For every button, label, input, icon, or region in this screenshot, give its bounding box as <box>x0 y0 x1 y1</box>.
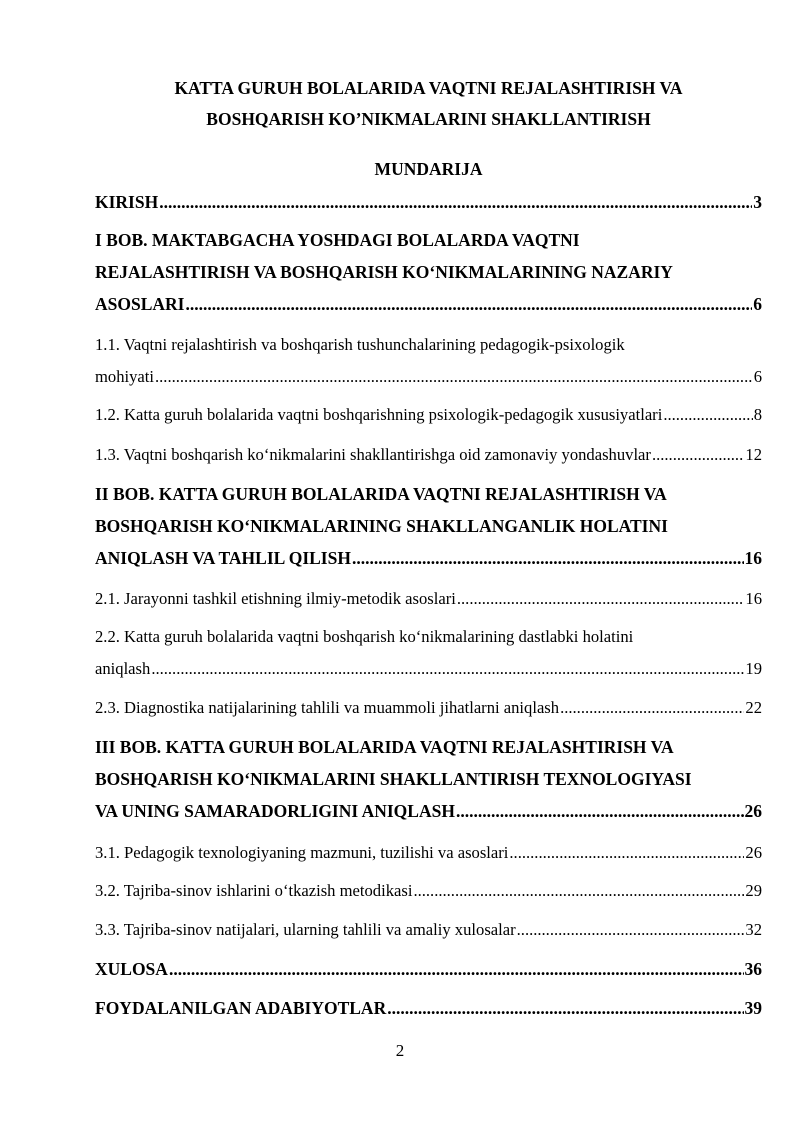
toc-entry-label: REJALASHTIRISH VA BOSHQARISH KO‘NIKMALARINING NAZARIY <box>95 262 673 282</box>
toc-entry-label: mohiyati <box>95 367 154 386</box>
toc-page-number: 16 <box>745 589 762 608</box>
toc-chapter-3-line-3[interactable] <box>95 803 762 821</box>
toc-page-number: 3 <box>753 192 762 212</box>
toc-chapter-1-line-1[interactable] <box>95 232 762 250</box>
toc-chapter-2-line-2[interactable] <box>95 518 762 536</box>
toc-entry-kirish[interactable] <box>95 194 762 212</box>
page-number: 2 <box>395 1041 405 1060</box>
toc-chapter-3-line-2[interactable] <box>95 771 762 789</box>
toc-chapter-2-line-3[interactable] <box>95 550 762 568</box>
toc-page-number: 6 <box>753 294 762 314</box>
toc-page-number: 29 <box>745 881 762 900</box>
toc-entry-label: 1.3. Vaqtni boshqarish ko‘nikmalarini shakllantirishga oid zamonaviy yondashuvlar <box>95 445 651 464</box>
toc-entry-label: 2.3. Diagnostika natijalarining tahlili va muammoli jihatlarni aniqlash <box>95 698 560 717</box>
toc-entry-label: 2.1. Jarayonni tashkil etishning ilmiy-metodik asoslari <box>95 589 456 608</box>
toc-entry-label: VA UNING SAMARADORLIGINI ANIQLASH <box>95 801 455 821</box>
toc-entry-label: 3.2. Tajriba-sinov ishlarini o‘tkazish metodikasi <box>95 881 413 900</box>
toc-section-1-1-line-2[interactable] <box>95 369 762 386</box>
toc-leader-dots <box>169 961 744 979</box>
toc-chapter-1-line-2[interactable] <box>95 264 762 282</box>
toc-page-number: 32 <box>745 920 762 939</box>
toc-section-1-2[interactable] <box>95 407 762 424</box>
document-title-line-2: BOSHQARISH KO’NIKMALARINI SHAKLLANTIRISH <box>206 109 651 129</box>
toc-leader-dots <box>413 883 744 900</box>
toc-entry-label: XULOSA <box>95 959 168 979</box>
toc-entry-label: ASOSLARI <box>95 294 185 314</box>
toc-leader-dots <box>457 591 745 608</box>
toc-page-number: 36 <box>744 959 762 979</box>
toc-leader-dots <box>185 296 752 314</box>
toc-chapter-1-line-3[interactable] <box>95 296 762 314</box>
toc-leader-dots <box>159 194 752 212</box>
toc-entry-label: I BOB. MAKTABGACHA YOSHDAGI BOLALARDA VAQTNI <box>95 230 580 250</box>
toc-leader-dots <box>652 447 744 464</box>
toc-page-number: 12 <box>745 445 762 464</box>
toc-entry-label: 3.3. Tajriba-sinov natijalari, ularning tahlili va amaliy xulosalar <box>95 920 516 939</box>
toc-entry-label: II BOB. KATTA GURUH BOLALARIDA VAQTNI REJALASHTIRISH VA <box>95 484 667 504</box>
toc-entry-label: 2.2. Katta guruh bolalarida vaqtni boshqarish ko‘nikmalarining dastlabki holatini <box>95 627 634 646</box>
toc-entry-label: BOSHQARISH KO‘NIKMALARINING SHAKLLANGANLIK HOLATINI <box>95 516 668 536</box>
toc-entry-label: aniqlash <box>95 659 151 678</box>
toc-chapter-3-line-1[interactable] <box>95 739 762 757</box>
toc-leader-dots <box>456 803 744 821</box>
toc-section-3-2[interactable] <box>95 883 762 900</box>
toc-section-2-2-line-1[interactable] <box>95 629 762 646</box>
toc-entry-label: 1.2. Katta guruh bolalarida vaqtni boshqarishning psixologik-pedagogik xususiyatlari <box>95 405 663 424</box>
toc-section-2-2-line-2[interactable] <box>95 661 762 678</box>
toc-section-3-3[interactable] <box>95 922 762 939</box>
toc-entry-label: ANIQLASH VA TAHLIL QILISH <box>95 548 351 568</box>
toc-section-2-3[interactable] <box>95 700 762 717</box>
toc-leader-dots <box>517 922 745 939</box>
toc-leader-dots <box>663 407 752 424</box>
toc-page-number: 8 <box>753 405 762 424</box>
toc-entry-label: BOSHQARISH KO‘NIKMALARINI SHAKLLANTIRISH TEXNOLOGIYASI <box>95 769 692 789</box>
toc-section-3-1[interactable] <box>95 845 762 862</box>
toc-section-1-1-line-1[interactable] <box>95 337 762 354</box>
toc-page-number: 26 <box>744 801 762 821</box>
toc-chapter-2-line-1[interactable] <box>95 486 762 504</box>
toc-leader-dots <box>387 1000 743 1018</box>
toc-page-number: 22 <box>745 698 762 717</box>
toc-entry-label: KIRISH <box>95 192 159 212</box>
document-title-line-1: KATTA GURUH BOLALARIDA VAQTNI REJALASHTIRISH VA <box>174 78 683 98</box>
contents-heading: MUNDARIJA <box>374 159 483 179</box>
toc-section-1-3[interactable] <box>95 447 762 464</box>
toc-leader-dots <box>509 845 744 862</box>
toc-entry-adabiyotlar[interactable] <box>95 1000 762 1018</box>
toc-page-number: 16 <box>744 548 762 568</box>
toc-entry-label: III BOB. KATTA GURUH BOLALARIDA VAQTNI REJALASHTIRISH VA <box>95 737 674 757</box>
toc-leader-dots <box>155 369 753 386</box>
toc-page-number: 6 <box>753 367 762 386</box>
toc-entry-label: 3.1. Pedagogik texnologiyaning mazmuni, tuzilishi va asoslari <box>95 843 509 862</box>
toc-section-2-1[interactable] <box>95 591 762 608</box>
toc-entry-xulosa[interactable] <box>95 961 762 979</box>
toc-page-number: 39 <box>744 998 762 1018</box>
toc-entry-label: FOYDALANILGAN ADABIYOTLAR <box>95 998 387 1018</box>
toc-leader-dots <box>560 700 744 717</box>
toc-leader-dots <box>352 550 744 568</box>
toc-entry-label: 1.1. Vaqtni rejalashtirish va boshqarish tushunchalarining pedagogik-psixologik <box>95 335 625 354</box>
toc-leader-dots <box>151 661 744 678</box>
toc-page-number: 26 <box>745 843 762 862</box>
toc-page-number: 19 <box>745 659 762 678</box>
